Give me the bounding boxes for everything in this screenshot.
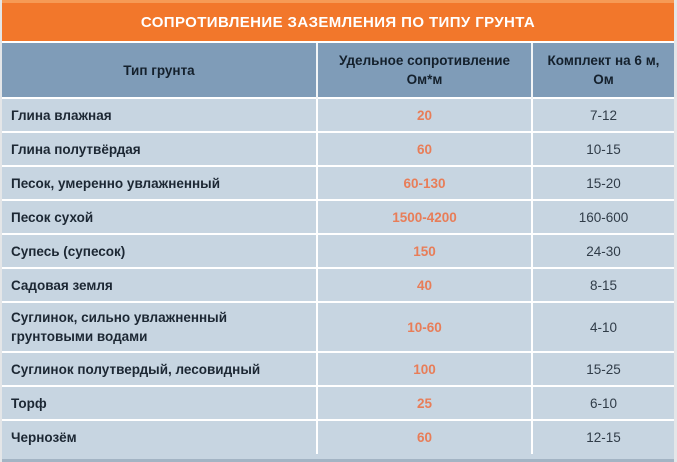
soil-type-cell: Садовая земля: [2, 268, 317, 302]
resistivity-cell: 40: [317, 268, 532, 302]
table-row: [2, 302, 674, 352]
kit-resistance-cell: 15-25: [532, 352, 674, 386]
resistivity-cell: 20: [317, 98, 532, 132]
table-row: [2, 268, 674, 302]
table-row: [2, 386, 674, 420]
resistivity-cell: 100: [317, 352, 532, 386]
column-header-soil-type: [2, 42, 317, 98]
table-row: [2, 420, 674, 454]
column-header-label: Комплект на 6 м,: [547, 53, 660, 68]
page-title: СОПРОТИВЛЕНИЕ ЗАЗЕМЛЕНИЯ ПО ТИПУ ГРУНТА: [2, 0, 674, 41]
kit-resistance-cell: 6-10: [532, 386, 674, 420]
kit-resistance-cell: 160-600: [532, 200, 674, 234]
column-header-kit: [532, 42, 674, 98]
table-row: [2, 166, 674, 200]
resistivity-cell: 150: [317, 234, 532, 268]
table-row: [2, 234, 674, 268]
kit-resistance-cell: 4-10: [532, 302, 674, 352]
soil-type-cell: Чернозём: [2, 420, 317, 454]
kit-resistance-cell: 24-30: [532, 234, 674, 268]
kit-resistance-cell: 15-20: [532, 166, 674, 200]
soil-type-cell: Глина влажная: [2, 98, 317, 132]
kit-resistance-cell: 10-15: [532, 132, 674, 166]
soil-type-cell: Песок, умеренно увлажненный: [2, 166, 317, 200]
column-header-label: Удельное сопротивление: [338, 53, 511, 68]
soil-type-cell: Супесь (супесок): [2, 234, 317, 268]
column-header-unit: Ом*м: [406, 72, 443, 87]
table-row: [2, 132, 674, 166]
column-header-unit: Ом: [593, 72, 614, 87]
resistivity-cell: 1500-4200: [317, 200, 532, 234]
kit-resistance-cell: 8-15: [532, 268, 674, 302]
soil-type-cell: Глина полутвёрдая: [2, 132, 317, 166]
resistivity-cell: 10-60: [317, 302, 532, 352]
kit-resistance-cell: 12-15: [532, 420, 674, 454]
column-header-label: Тип грунта: [123, 62, 195, 78]
soil-type-cell: Торф: [2, 386, 317, 420]
resistivity-cell: 60-130: [317, 166, 532, 200]
resistivity-cell: 25: [317, 386, 532, 420]
soil-type-cell: Суглинок полутвердый, лесовидный: [2, 352, 317, 386]
table-header-row: [2, 42, 674, 98]
column-header-resistivity: [317, 42, 532, 98]
table-row: [2, 200, 674, 234]
ground-resistance-table: [2, 41, 674, 454]
soil-type-cell: Суглинок, сильно увлажненный грунтовыми водами: [2, 302, 317, 352]
resistivity-cell: 60: [317, 420, 532, 454]
kit-resistance-cell: 7-12: [532, 98, 674, 132]
table-row: [2, 352, 674, 386]
table-row: [2, 98, 674, 132]
resistivity-cell: 60: [317, 132, 532, 166]
soil-type-cell: Песок сухой: [2, 200, 317, 234]
